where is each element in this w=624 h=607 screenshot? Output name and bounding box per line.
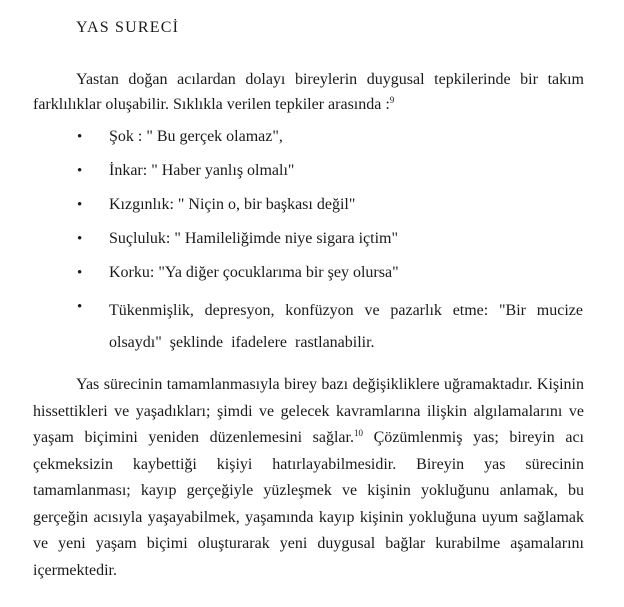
list-item-text: Kızgınlık: " Niçin o, bir başkası değil" [109,196,356,213]
list-item-text: Tükenmişlik, depresyon, konfüzyon ve pazarlık etme: "Bir mucize olsaydı" şeklinde ifadelere rastlanabilir. [109,302,583,351]
list-item [0,295,624,359]
list-item-text: Korku: "Ya diğer çocuklarıma bir şey olursa" [109,264,399,281]
list-item [0,261,624,295]
list-item [0,227,624,261]
reaction-bullet-list [0,125,624,359]
bullet-icon: • [77,231,83,247]
body-paragraph-text-part2: Çözümlenmiş yas; bireyin acı çekmeksizin kaybettiği kişiyi hatırlayabilmesidir. Bireyin yas sürecinin tamamlanması; kayıp gerçeğiyle yüzleşmek ve kişinin yokluğunu anlamak, bu gerçeğin acısıyla yaşayabilmek, yaşamında kayıp kişinin yokluğuna uyum sağlamak ve yeni yaşam biçimi oluşturarak yeni duygusal bağlar kurabilme aşamalarını içermektedir. [33,429,584,579]
intro-paragraph-text: Yastan doğan acılardan dolayı bireylerin duygusal tepkilerinde bir takım farklılıklar oluşabilir. Sıklıkla verilen tepkiler arasında : [33,71,584,113]
body-paragraph [33,372,584,584]
bullet-icon: • [77,265,83,281]
list-item-text: Suçluluk: " Hamileliğimde niye sigara içtim" [109,230,399,247]
bullet-icon: • [77,129,83,145]
list-item [0,159,624,193]
footnote-ref-9: 9 [389,95,395,105]
bullet-icon: • [77,163,83,179]
intro-paragraph [33,67,584,117]
list-item-text: İnkar: " Haber yanlış olmalı" [109,162,295,179]
list-item-text: Şok : " Bu gerçek olamaz", [109,128,283,145]
list-item [0,125,624,159]
list-item [0,193,624,227]
bullet-icon: • [77,197,83,213]
body-paragraph-text-part1: Yas sürecinin tamamlanmasıyla birey bazı değişikliklere uğramaktadır. Kişinin hissettikleri ve yaşadıkları; şimdi ve gelecek kavramlarına ilişkin algılamalarını ve yaşam biçimini yeniden düzenlemesini sağlar. [33,376,584,446]
footnote-ref-10: 10 [353,428,363,438]
bullet-icon: • [77,299,83,315]
section-heading: YAS SURECİ [76,19,180,36]
